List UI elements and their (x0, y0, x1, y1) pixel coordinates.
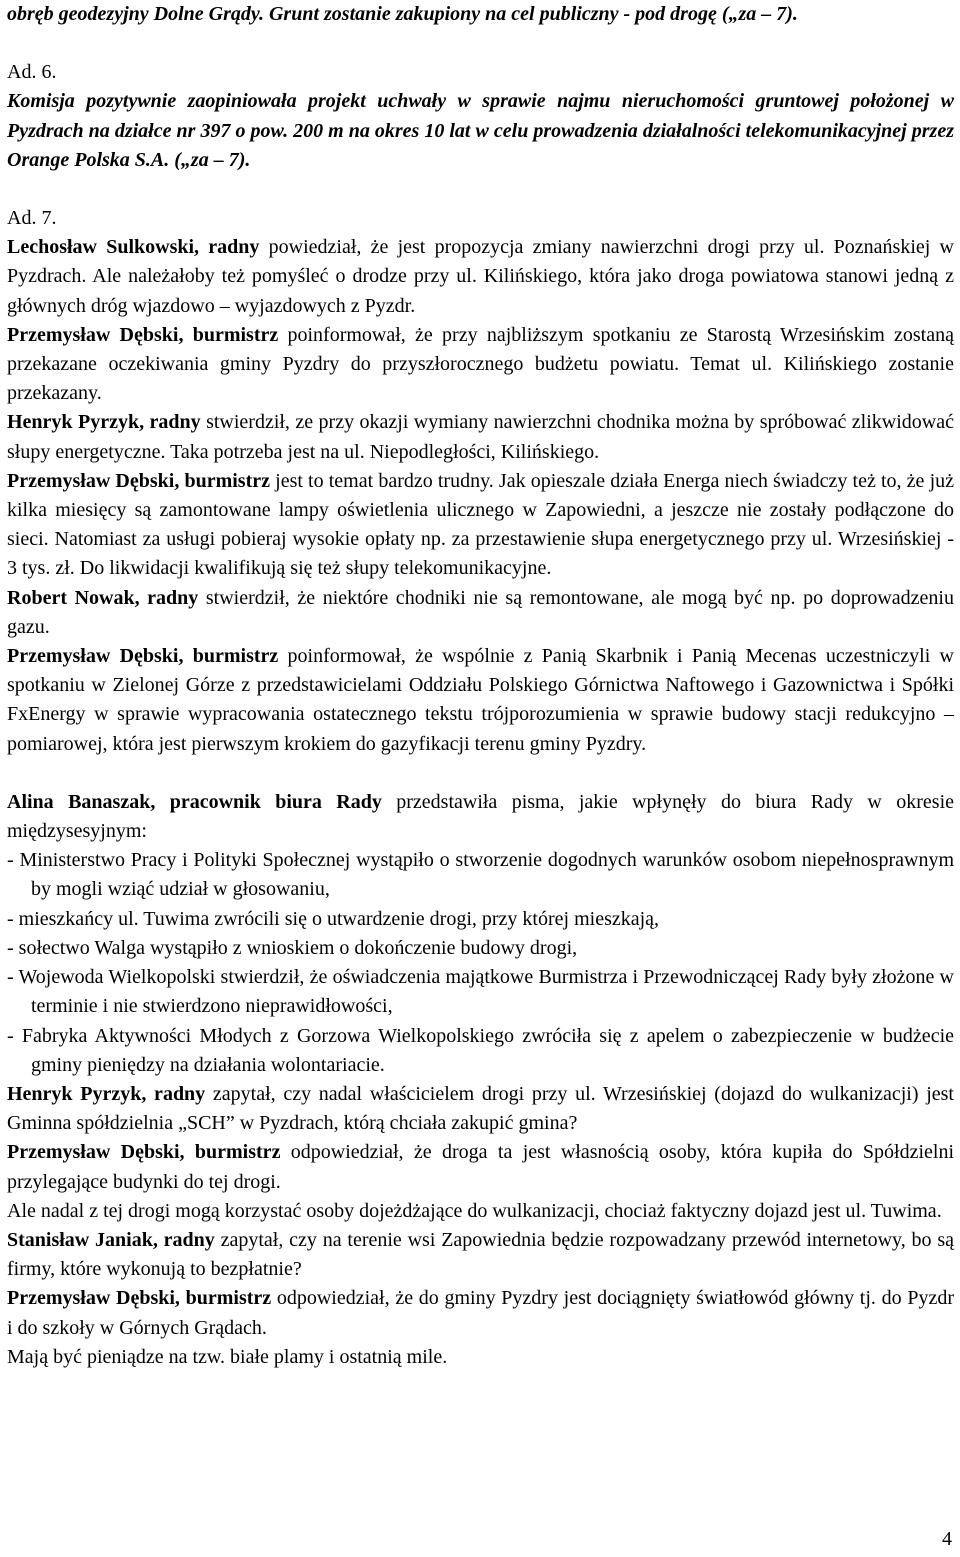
discussion-paragraph (7, 408, 954, 466)
speaker-name: Lechosław Sulkowski, radny (7, 236, 260, 259)
discussion-paragraph (7, 1138, 954, 1196)
discussion-paragraph (7, 1343, 954, 1372)
speaker-name: Przemysław Dębski, burmistrz (7, 645, 279, 668)
item-heading-ad6: Ad. 6. (7, 61, 57, 84)
discussion-paragraph (7, 642, 954, 759)
discussion-paragraph (7, 1226, 954, 1284)
spacer (7, 759, 954, 788)
item-ad6-text: Komisja pozytywnie zaopiniowała projekt uchwały w sprawie najmu nieruchomości gruntowej położonej w Pyzdrach na działce nr 397 o pow. 200 m na okres 10 lat w celu prowadzenia działalności telekomunikacyjnej przez Orange Polska S.A. („za – 7). (7, 90, 954, 171)
letters-section (7, 788, 954, 1080)
speaker-statement: poinformował, że przy najbliższym spotkaniu ze Starostą Wrzesińskim zostaną przekazane oczekiwania gminy Pyzdry do przyszłorocznego budżetu powiatu. Temat ul. Kilińskiego zostanie przekazany. (7, 323, 954, 405)
spacer (7, 29, 954, 58)
statement-continuation: Ale nadal z tej drogi mogą korzystać osoby dojeżdżające do wulkanizacji, chociaż faktyczny dojazd jest ul. Tuwima. (7, 1199, 942, 1222)
letter-list-item: - mieszkańcy ul. Tuwima zwrócili się o utwardzenie drogi, przy której mieszkają, (7, 907, 660, 930)
questions-section (7, 1080, 954, 1372)
discussion-paragraph (7, 1197, 954, 1226)
letter-list-item: - Wojewoda Wielkopolski stwierdził, że oświadczenia majątkowe Burmistrza i Przewodniczącej Rady były złożone w terminie i nie stwierdzono nieprawidłowości, (7, 966, 954, 1018)
speaker-name: Robert Nowak, radny (7, 586, 199, 609)
discussion-paragraph (7, 1080, 954, 1138)
letter-list-item: - Ministerstwo Pracy i Polityki Społecznej wystąpiło o stworzenie dogodnych warunków osobom niepełnosprawnym by mogli wziąć udział w głosowaniu, (7, 849, 954, 901)
speaker-statement: zapytał, czy na terenie wsi Zapowiednia będzie rozpowadzany przewód internetowy, bo są firmy, które wykonują to bezpłatnie? (7, 1228, 955, 1281)
speaker-statement: poinformował, że wspólnie z Panią Skarbnik i Panią Mecenas uczestniczyli w spotkaniu w Zielonej Górze z przedstawicielami Oddziału Polskiego Górnictwa Naftowego i Gazownictwa i Spółki FxEnergy w sprawie wypracowania ostatecznego tekstu trójporozumienia w sprawie budowy stacji redukcyjno – pomiarowej, która jest pierwszym krokiem do gazyfikacji terenu gminy Pyzdry. (7, 645, 954, 755)
speaker-name: Henryk Pyrzyk, radny (7, 411, 201, 434)
speaker-name: Przemysław Dębski, burmistrz (7, 469, 271, 492)
letters-intro (7, 788, 954, 846)
spacer (7, 175, 954, 204)
speaker-statement: zapytał, czy nadal właścicielem drogi przy ul. Wrzesińskiej (dojazd do wulkanizacji) jest Gminna spółdzielnia „SCH” w Pyzdrach, którą chciała zakupić gmina? (7, 1082, 954, 1135)
previous-item-tail: obręb geodezyjny Dolne Grądy. Grunt zostanie zakupiony na cel publiczny - pod drogę („za – 7). (7, 3, 798, 25)
discussion-paragraph (7, 467, 954, 584)
speaker-name: Stanisław Janiak, radny (7, 1228, 215, 1251)
speaker-statement: powiedział, że jest propozycja zmiany nawierzchni drogi przy ul. Poznańskiej w Pyzdrach. Ale należałoby też pomyśleć o drodze przy ul. Kilińskiego, która jako droga powiatowa stanowi jedną z głównych dróg wjazdowo – wyjazdowych z Pyzdr. (7, 236, 954, 317)
discussion-paragraph (7, 321, 954, 409)
speaker-statement: przedstawiła pisma, jakie wpłynęły do biura Rady w okresie międzysesyjnym: (7, 790, 954, 843)
speaker-statement: jest to temat bardzo trudny. Jak opieszale działa Energa niech świadczy też to, że już kilka miesięcy są zamontowane lampy oświetlenia ulicznego w Zapowiedni, a jeszcze nie zostały podłączone do sieci. Natomiast za usługi pobieraj wysokie opłaty np. za przestawienie słupa energetycznego przy ul. Wrzesińskiej - 3 tys. zł. Do likwidacji kwalifikują się też słupy telekomunikacyjne. (7, 469, 954, 580)
letter-list-item: - Fabryka Aktywności Młodych z Gorzowa Wielkopolskiego zwróciła się z apelem o zabezpieczenie w budżecie gminy pieniędzy na działania wolontariacie. (7, 1024, 954, 1076)
discussion-section (7, 233, 954, 759)
speaker-name: Przemysław Dębski, burmistrz (7, 323, 279, 346)
speaker-statement: odpowiedział, że droga ta jest własnością osoby, która kupiła do Spółdzielni przylegające budynki do tej drogi. (7, 1141, 955, 1193)
discussion-paragraph (7, 233, 954, 321)
speaker-name: Alina Banaszak, pracownik biura Rady (7, 790, 382, 813)
letter-list-item: - sołectwo Walga wystąpiło z wnioskiem o dokończenie budowy drogi, (7, 936, 578, 959)
speaker-statement: odpowiedział, że do gminy Pyzdry jest dociągnięty światłowód główny tj. do Pyzdr i do szkoły w Górnych Grądach. (7, 1287, 954, 1339)
speaker-name: Przemysław Dębski, burmistrz (7, 1141, 281, 1164)
speaker-name: Przemysław Dębski, burmistrz (7, 1287, 272, 1310)
speaker-statement: stwierdził, że niektóre chodniki nie są remontowane, ale mogą być np. po doprowadzeniu gazu. (7, 586, 954, 638)
statement-continuation: Mają być pieniądze na tzw. białe plamy i ostatnią mile. (7, 1345, 448, 1368)
speaker-name: Henryk Pyrzyk, radny (7, 1082, 206, 1105)
page-number: 4 (942, 1528, 952, 1550)
discussion-paragraph (7, 584, 954, 642)
speaker-statement: stwierdził, ze przy okazji wymiany nawierzchni chodnika można by spróbować zlikwidować słupy energetyczne. Taka potrzeba jest na ul. Niepodległości, Kilińskiego. (7, 411, 954, 463)
discussion-paragraph (7, 1284, 954, 1342)
item-heading-ad7: Ad. 7. (7, 207, 57, 230)
